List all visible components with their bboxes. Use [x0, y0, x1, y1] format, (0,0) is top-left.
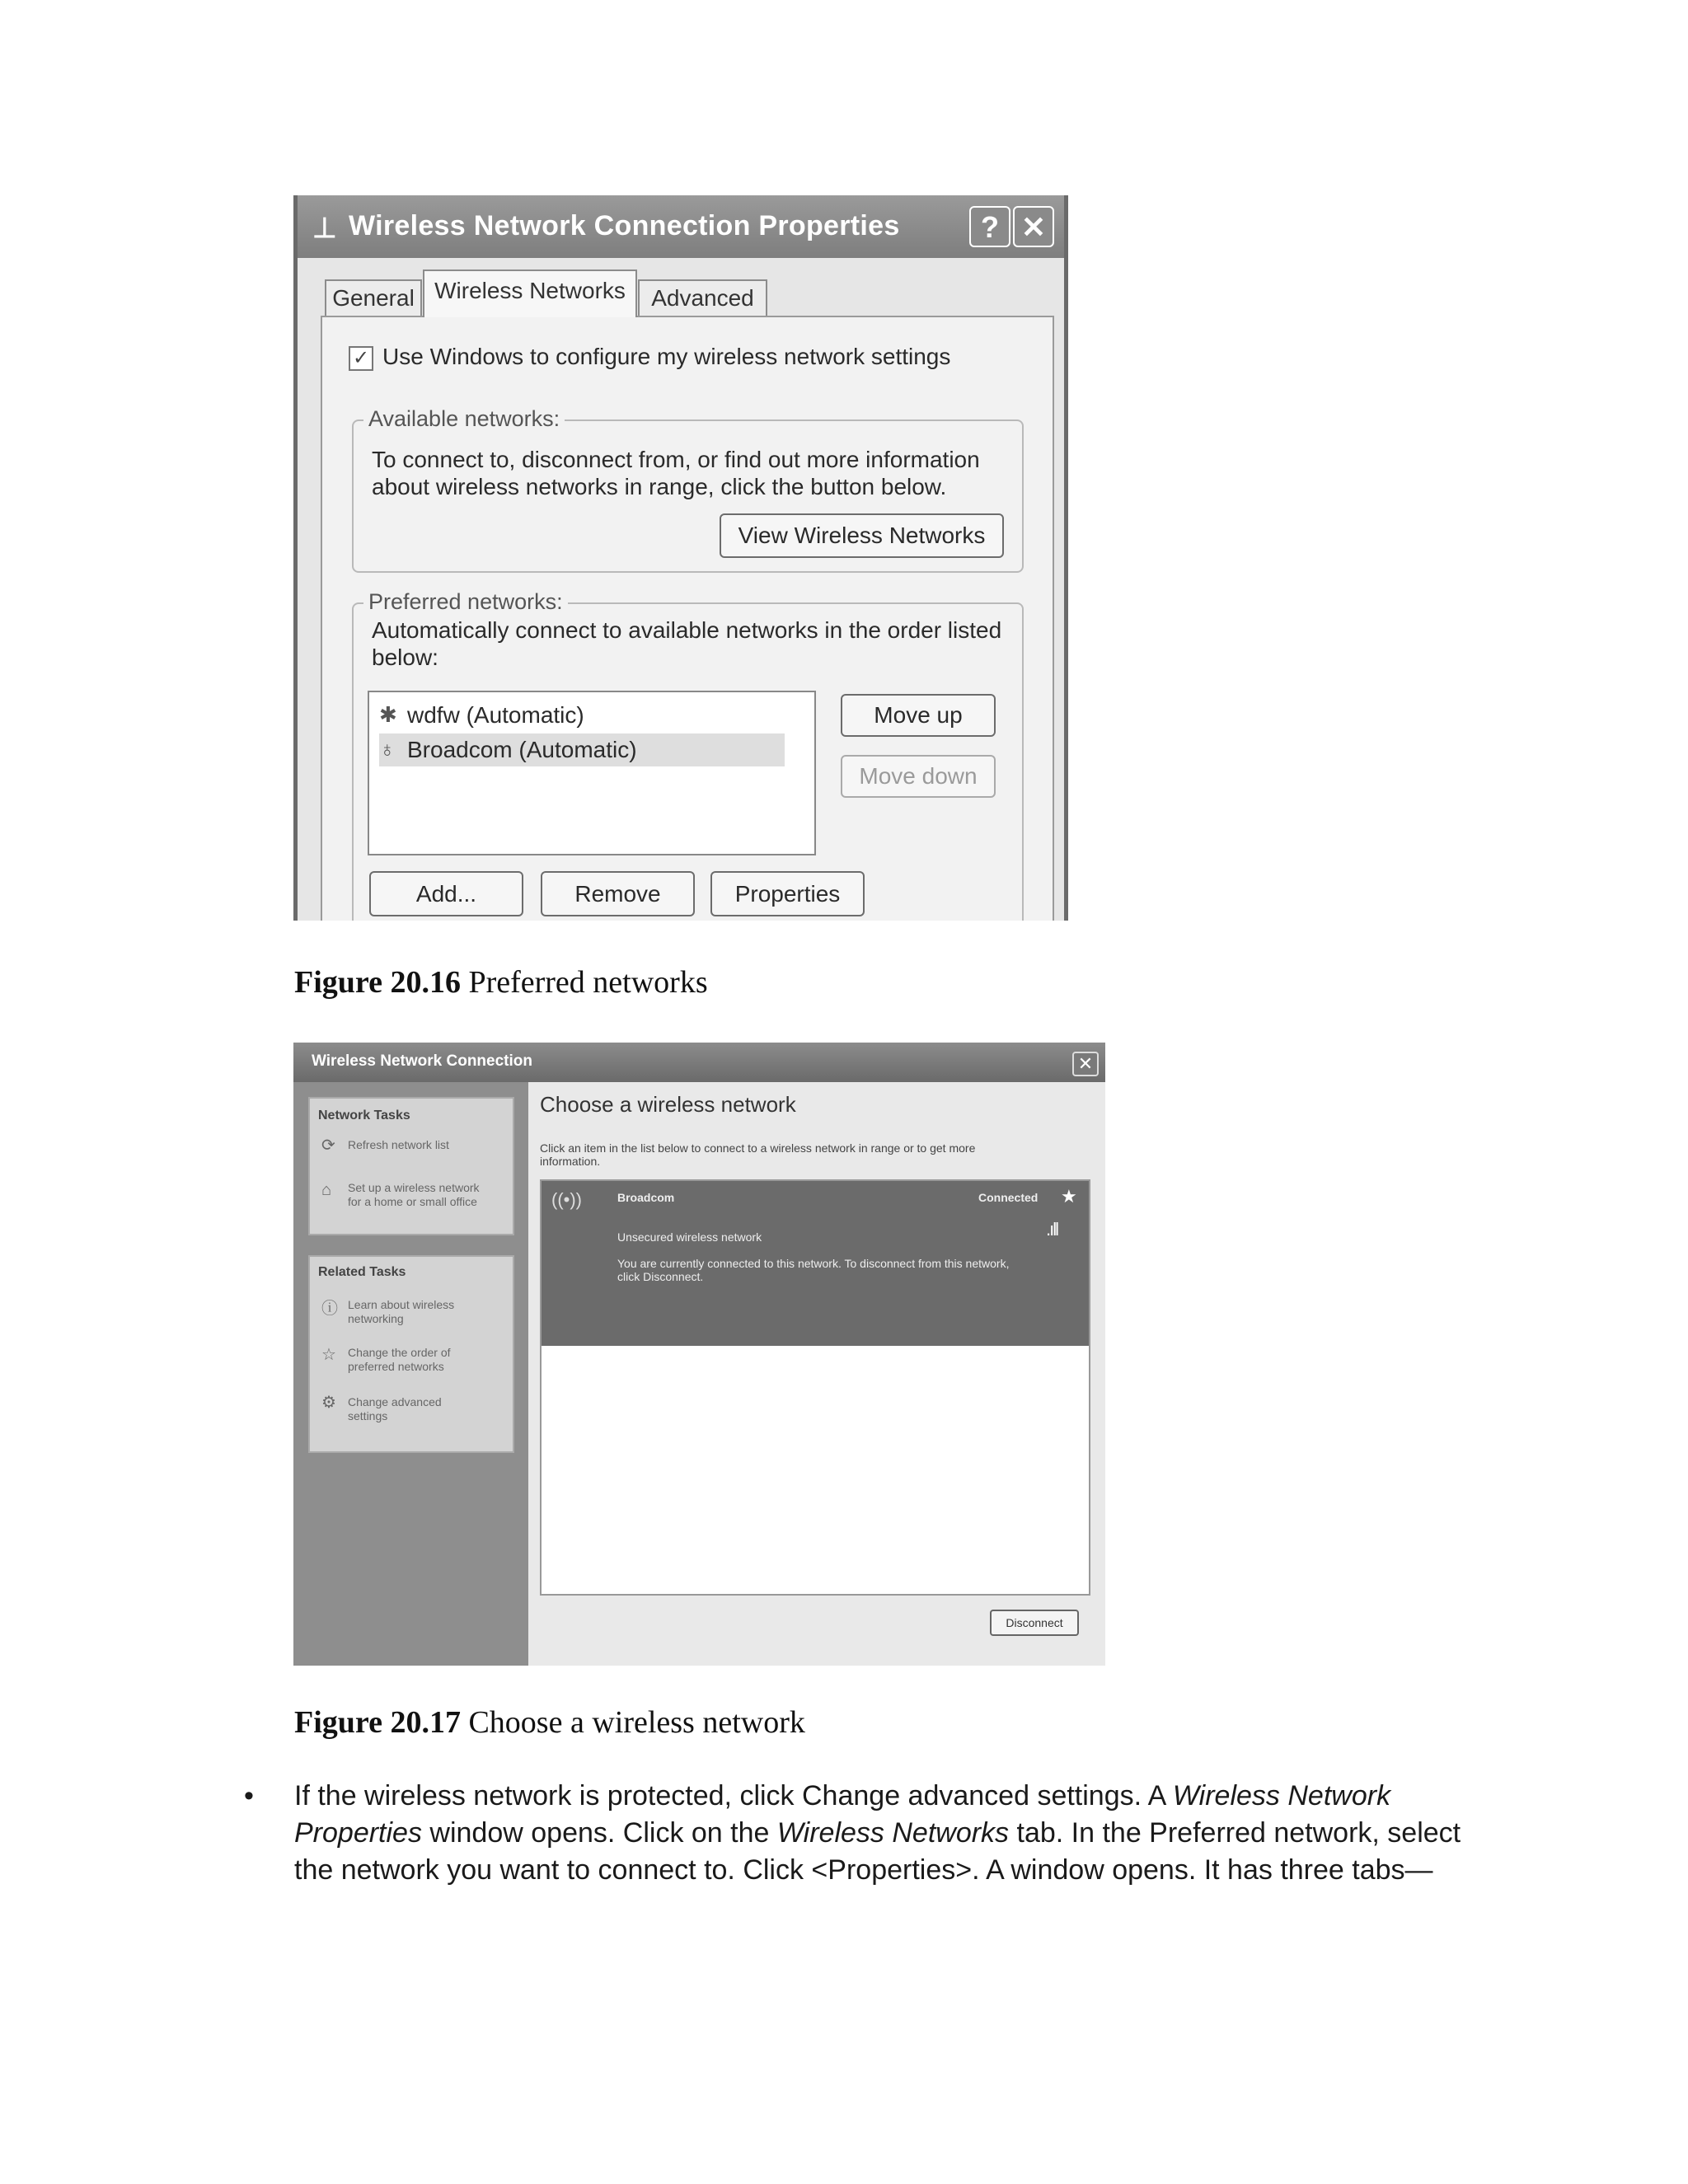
close-button[interactable]: ✕ [1072, 1052, 1099, 1076]
list-item[interactable] [379, 701, 791, 732]
paragraph-line3: the network you want to connect to. Click <Properties>. A window opens. It has three tabs— [294, 1854, 1433, 1886]
disconnect-button[interactable]: Disconnect [990, 1610, 1079, 1636]
preferred-text-line1: Automatically connect to available networks in the order listed [372, 617, 1002, 643]
instructions-line2: information. [540, 1155, 601, 1168]
text-run: window opens. Click on the [421, 1817, 777, 1849]
paragraph-line1 [294, 1780, 1390, 1812]
available-text-line2: about wireless networks in range, click the button below. [372, 474, 947, 499]
italic-run: Wireless Networks [776, 1817, 1010, 1849]
italic-run: Properties [294, 1817, 422, 1849]
preferred-text-line2: below: [372, 644, 438, 670]
network-connection-icon: ⊥ [312, 213, 337, 244]
preferred-networks-list[interactable] [368, 691, 816, 855]
main-heading: Choose a wireless network [540, 1092, 796, 1117]
settings-icon: ⚙ [321, 1394, 336, 1412]
tab-wireless-networks[interactable]: Wireless Networks [423, 269, 637, 317]
connection-message-line1: You are currently connected to this network. To disconnect from this network, [617, 1257, 1010, 1270]
star-icon: ☆ [321, 1346, 336, 1364]
refresh-icon: ⟳ [321, 1137, 335, 1155]
text-run: tab. In the Preferred network, select [1009, 1817, 1461, 1849]
add-button[interactable]: Add... [369, 871, 523, 916]
move-down-button[interactable]: Move down [841, 755, 996, 798]
task-pane [293, 1082, 528, 1666]
wireless-antenna-icon: ((•)) [551, 1189, 583, 1210]
caption-text: Choose a wireless network [468, 1705, 805, 1740]
use-windows-checkbox[interactable]: ✓ [349, 346, 373, 371]
move-up-button[interactable]: Move up [841, 694, 996, 737]
network-item-selected[interactable] [542, 1181, 1089, 1346]
list-item-label: wdfw (Automatic) [407, 702, 584, 728]
related-tasks-panel [308, 1255, 514, 1453]
list-item-label: Broadcom (Automatic) [407, 737, 637, 762]
task-refresh-network-list[interactable]: Refresh network list [348, 1138, 449, 1151]
caption-label: Figure 20.16 [294, 965, 461, 1000]
wireless-connection-window [293, 1043, 1105, 1666]
task-setup-network[interactable]: Set up a wireless network [348, 1181, 480, 1194]
figure-caption-20-16 [294, 964, 708, 1001]
star-icon: ★ [1061, 1186, 1077, 1207]
text-run: If the wireless network is protected, click Change advanced settings. A [294, 1780, 1173, 1811]
antenna-icon: ✱ [379, 702, 397, 727]
bullet: • [244, 1780, 254, 1811]
caption-text: Preferred networks [468, 965, 708, 1000]
properties-button[interactable]: Properties [710, 871, 865, 916]
network-tasks-heading: Network Tasks [318, 1108, 410, 1122]
network-tasks-panel [308, 1097, 514, 1235]
network-list[interactable] [540, 1179, 1090, 1596]
italic-run: Wireless Network [1172, 1780, 1391, 1811]
remove-button[interactable]: Remove [541, 871, 695, 916]
task-learn-wireless[interactable]: Learn about wireless [348, 1298, 455, 1311]
paragraph-line2 [294, 1817, 1461, 1849]
security-type: Unsecured wireless network [617, 1230, 762, 1244]
main-pane [528, 1082, 1105, 1666]
signal-strength-icon: .ıll [1046, 1219, 1057, 1240]
preferred-networks-legend: Preferred networks: [363, 589, 568, 615]
setup-network-icon: ⌂ [321, 1181, 332, 1199]
task-change-advanced-line2[interactable]: settings [348, 1409, 388, 1422]
list-item[interactable] [379, 733, 785, 766]
tab-advanced[interactable]: Advanced [638, 279, 767, 316]
view-wireless-networks-button[interactable]: View Wireless Networks [720, 513, 1004, 558]
task-change-order[interactable]: Change the order of [348, 1346, 451, 1359]
task-change-order-line2[interactable]: preferred networks [348, 1360, 444, 1373]
task-setup-network-line2[interactable]: for a home or small office [348, 1195, 477, 1208]
window-title: Wireless Network Connection [312, 1052, 532, 1070]
connection-message-line2: click Disconnect. [617, 1270, 704, 1283]
task-change-advanced[interactable]: Change advanced [348, 1395, 442, 1408]
instructions-line1: Click an item in the list below to connect to a wireless network in range or to get more [540, 1141, 976, 1155]
use-windows-label: Use Windows to configure my wireless network settings [382, 344, 951, 369]
figure-caption-20-17 [294, 1704, 805, 1741]
title-bar [298, 195, 1064, 258]
available-text-line1: To connect to, disconnect from, or find out more information [372, 447, 980, 472]
title-bar [293, 1043, 1105, 1082]
learn-icon: ⓘ [321, 1300, 338, 1318]
close-button[interactable]: ✕ [1013, 206, 1054, 247]
network-name: Broadcom [617, 1191, 675, 1204]
connection-status: Connected [978, 1191, 1039, 1204]
related-tasks-heading: Related Tasks [318, 1265, 406, 1279]
available-networks-legend: Available networks: [363, 406, 565, 432]
antenna-icon: ♁ [379, 737, 396, 762]
caption-label: Figure 20.17 [294, 1705, 461, 1740]
window-title: Wireless Network Connection Properties [349, 210, 900, 241]
task-learn-wireless-line2[interactable]: networking [348, 1312, 404, 1325]
help-button[interactable]: ? [969, 206, 1010, 247]
tab-general[interactable]: General [325, 279, 422, 316]
